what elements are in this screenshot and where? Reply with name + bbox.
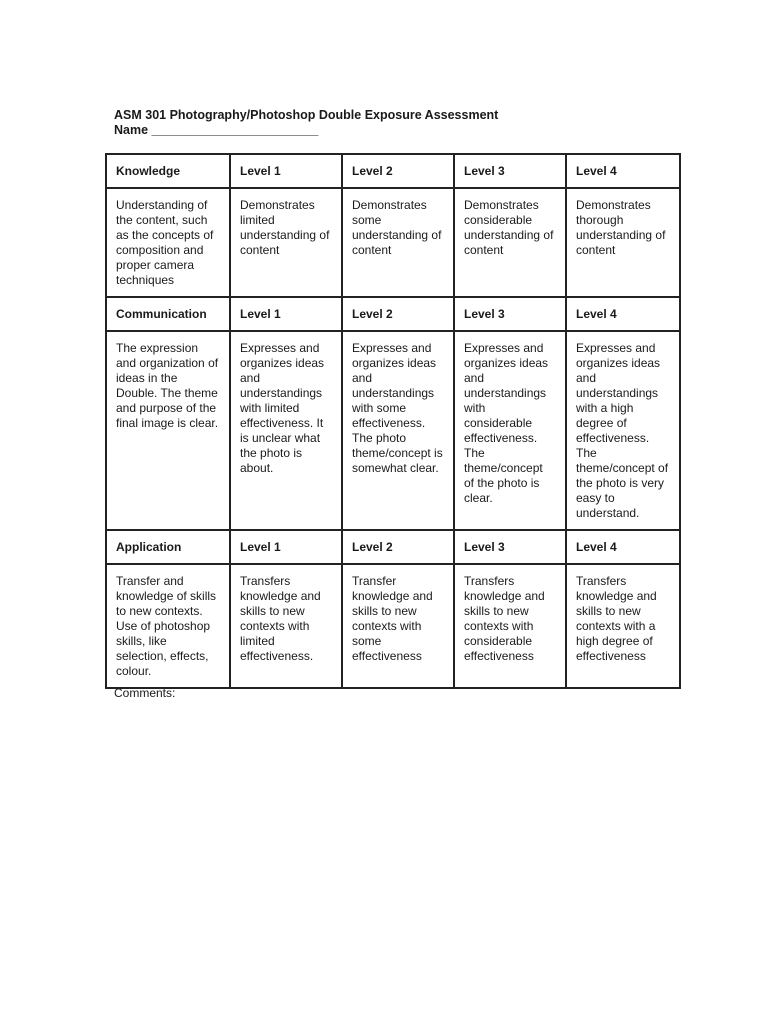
level-heading: Level 3	[454, 297, 566, 331]
level-heading: Level 4	[566, 154, 680, 188]
descriptor-cell: Transfers knowledge and skills to new contexts with limited effectiveness.	[230, 564, 342, 688]
rubric-header-row-application	[106, 530, 680, 564]
descriptor-cell: Demonstrates thorough understanding of content	[566, 188, 680, 297]
level-heading: Level 1	[230, 530, 342, 564]
document-header	[114, 108, 498, 138]
descriptor-cell: Expresses and organizes ideas and understandings with considerable effectiveness. The theme/concept of the photo is clear.	[454, 331, 566, 530]
level-heading: Level 2	[342, 297, 454, 331]
assessment-rubric-table	[105, 153, 681, 689]
descriptor-cell: Transfers knowledge and skills to new contexts with considerable effectiveness	[454, 564, 566, 688]
rubric-header-row-knowledge	[106, 154, 680, 188]
level-heading: Level 3	[454, 154, 566, 188]
descriptor-cell: Demonstrates limited understanding of content	[230, 188, 342, 297]
criteria-cell: Understanding of the content, such as the concepts of composition and proper camera techniques	[106, 188, 230, 297]
level-heading: Level 1	[230, 154, 342, 188]
level-heading: Level 4	[566, 530, 680, 564]
descriptor-cell: Expresses and organizes ideas and understandings with limited effectiveness. It is unclear what the photo is about.	[230, 331, 342, 530]
descriptor-cell: Expresses and organizes ideas and understandings with some effectiveness. The photo theme/concept is somewhat clear.	[342, 331, 454, 530]
descriptor-cell: Transfer knowledge and skills to new contexts with some effectiveness	[342, 564, 454, 688]
criteria-cell: The expression and organization of ideas in the Double. The theme and purpose of the final image is clear.	[106, 331, 230, 530]
name-field-line: Name ________________________	[114, 123, 319, 137]
category-heading-knowledge: Knowledge	[106, 154, 230, 188]
descriptor-cell: Expresses and organizes ideas and understandings with a high degree of effectiveness. The theme/concept of the photo is very easy to understand.	[566, 331, 680, 530]
category-heading-application: Application	[106, 530, 230, 564]
criteria-cell: Transfer and knowledge of skills to new contexts. Use of photoshop skills, like selection, effects, colour.	[106, 564, 230, 688]
category-heading-communication: Communication	[106, 297, 230, 331]
level-heading: Level 1	[230, 297, 342, 331]
descriptor-cell: Transfers knowledge and skills to new contexts with a high degree of effectiveness	[566, 564, 680, 688]
rubric-body-row-communication	[106, 331, 680, 530]
comments-label: Comments:	[114, 686, 176, 700]
rubric-body-row-knowledge	[106, 188, 680, 297]
descriptor-cell: Demonstrates considerable understanding of content	[454, 188, 566, 297]
rubric-body-row-application	[106, 564, 680, 688]
level-heading: Level 3	[454, 530, 566, 564]
descriptor-cell: Demonstrates some understanding of content	[342, 188, 454, 297]
document-title: ASM 301 Photography/Photoshop Double Exposure Assessment	[114, 108, 499, 122]
level-heading: Level 2	[342, 154, 454, 188]
level-heading: Level 4	[566, 297, 680, 331]
level-heading: Level 2	[342, 530, 454, 564]
rubric-header-row-communication	[106, 297, 680, 331]
